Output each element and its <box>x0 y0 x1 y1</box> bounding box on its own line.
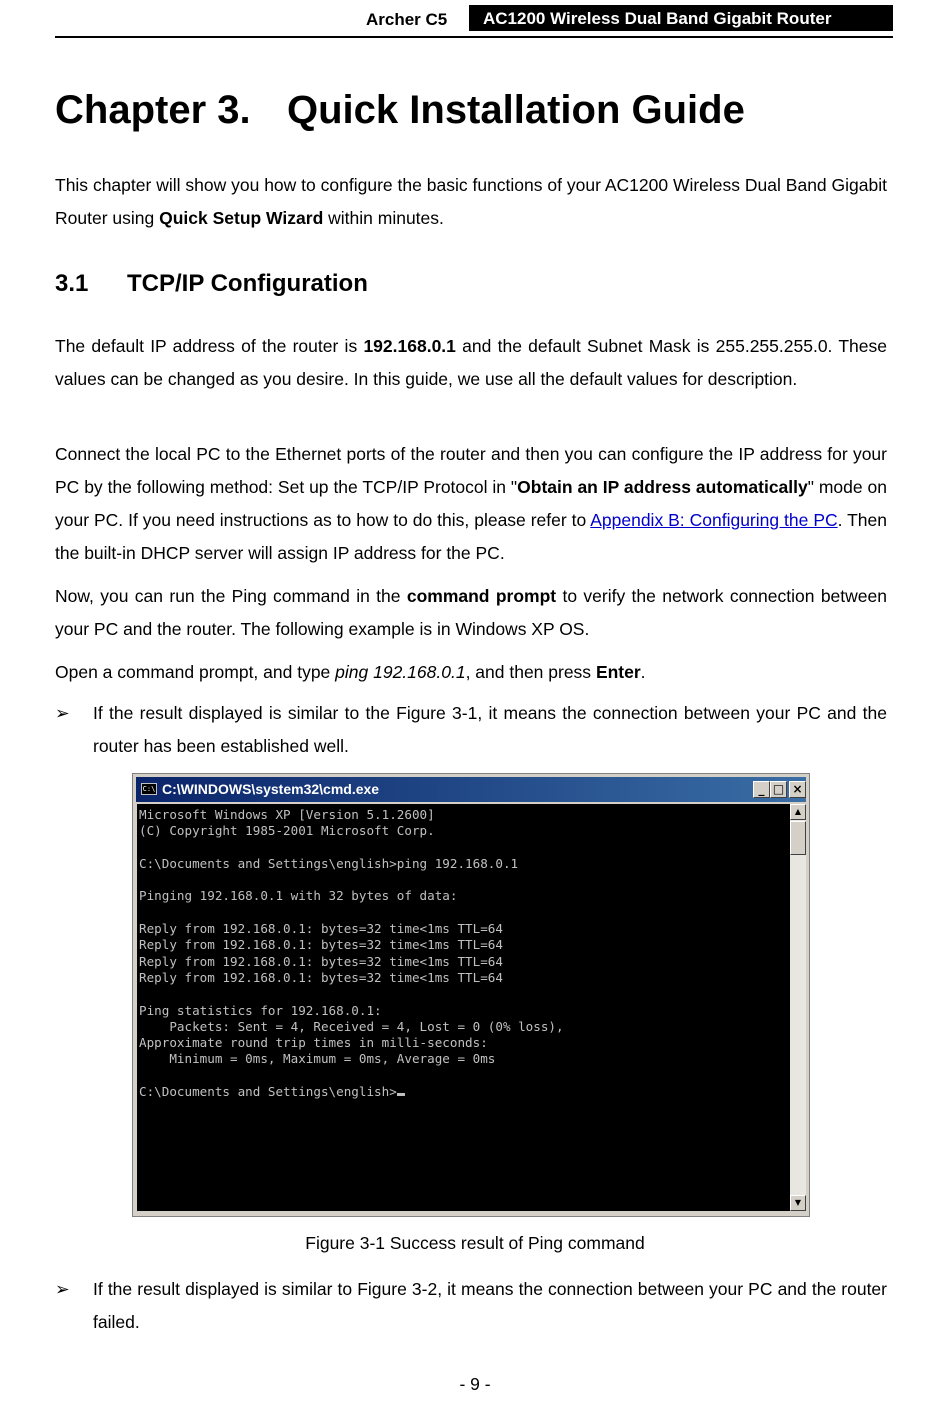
header-product: AC1200 Wireless Dual Band Gigabit Router <box>469 5 893 31</box>
section-number: 3.1 <box>55 270 89 297</box>
connect-pc-paragraph <box>55 438 887 570</box>
intro-bold: Quick Setup Wizard <box>159 208 324 228</box>
intro-text-end: within minutes. <box>323 208 444 228</box>
p3-bold: command prompt <box>406 586 557 606</box>
p2-text-mid: " mode on your PC. If you need instructions as to how to do this, please refer to <box>55 477 887 530</box>
scroll-up-arrow-icon[interactable]: ▲ <box>790 804 806 820</box>
bullet-success <box>55 697 887 763</box>
cmd-output-line: Pinging 192.168.0.1 with 32 bytes of data: <box>139 888 458 904</box>
cmd-window <box>132 773 810 1217</box>
p2-text-end: . Then the built-in DHCP server will assign IP address for the PC. <box>55 510 887 563</box>
cmd-output-line: Minimum = 0ms, Maximum = 0ms, Average = 0ms <box>139 1051 496 1067</box>
cmd-output-line: Ping statistics for 192.168.0.1: <box>139 1002 382 1018</box>
cmd-output-line <box>139 872 791 888</box>
p4-bold: Enter <box>595 662 641 682</box>
arrow-bullet-icon: ➢ <box>55 1279 70 1299</box>
p3-text: Now, you can run the Ping command in the <box>55 586 407 606</box>
bullet-failure-text: If the result displayed is similar to Figure 3-2, it means the connection between your PC and the router failed. <box>93 1279 887 1332</box>
cmd-icon: C:\ <box>142 785 156 793</box>
p2-text: Connect the local PC to the Ethernet ports of the router and then you can configure the IP address for your PC by the following method: Set up the TCP/IP Protocol in " <box>55 444 887 497</box>
p4-text-end: . <box>640 662 646 682</box>
maximize-button[interactable]: □ <box>770 781 787 798</box>
cmd-output-line: Reply from 192.168.0.1: bytes=32 time<1ms TTL=64 <box>139 921 503 937</box>
p1-ip: 192.168.0.1 <box>363 336 456 356</box>
cmd-output-line <box>139 986 791 1002</box>
bullet-success-text: If the result displayed is similar to the Figure 3-1, it means the connection between your PC and the router has been established well. <box>93 703 887 756</box>
p3-text-end: to verify the network connection between your PC and the router. The following example is in Windows XP OS. <box>55 586 887 639</box>
ping-intro-paragraph <box>55 580 887 646</box>
bullet-failure <box>55 1273 887 1339</box>
cmd-output[interactable] <box>137 804 791 1211</box>
scroll-down-arrow-icon[interactable]: ▼ <box>790 1195 806 1211</box>
cmd-output-line: Packets: Sent = 4, Received = 4, Lost = 0 (0% loss), <box>139 1018 564 1034</box>
arrow-bullet-icon: ➢ <box>55 703 70 723</box>
page-number: - 9 - <box>459 1374 491 1394</box>
appendix-b-link[interactable]: Appendix B: Configuring the PC <box>590 510 838 530</box>
p4-italic: ping 192.168.0.1 <box>335 662 466 682</box>
p4-text: Open a command prompt, and type <box>55 662 336 682</box>
close-button[interactable]: × <box>789 781 806 798</box>
scroll-thumb[interactable] <box>790 821 806 855</box>
p4-text-mid: , and then press <box>465 662 596 682</box>
cmd-output-line: Reply from 192.168.0.1: bytes=32 time<1ms TTL=64 <box>139 969 503 985</box>
section-title <box>55 270 368 298</box>
p1-text-end: and the default Subnet Mask is 255.255.255.0. These values can be changed as you desire. In this guide, we use all the default values for description. <box>55 336 887 389</box>
p1-text: The default IP address of the router is <box>55 336 364 356</box>
chapter-number: Chapter 3. <box>55 88 251 132</box>
cmd-output-line: (C) Copyright 1985-2001 Microsoft Corp. <box>139 823 435 839</box>
intro-text: This chapter will show you how to configure the basic functions of your AC1200 Wireless Dual Band Gigabit Router using <box>55 175 887 228</box>
cmd-output-line: C:\Documents and Settings\english> <box>139 1084 791 1100</box>
cmd-output-line <box>139 1068 791 1084</box>
p2-bold: Obtain an IP address automatically <box>517 477 808 497</box>
cmd-output-line <box>139 840 791 856</box>
cmd-output-line: C:\Documents and Settings\english>ping 192.168.0.1 <box>139 855 519 871</box>
cmd-title: C:\WINDOWS\system32\cmd.exe <box>162 781 380 797</box>
cmd-output-line <box>139 905 791 921</box>
cmd-output-line: Reply from 192.168.0.1: bytes=32 time<1ms TTL=64 <box>139 953 503 969</box>
chapter-name: Quick Installation Guide <box>287 88 745 132</box>
page-header <box>0 5 950 33</box>
header-model: Archer C5 <box>366 10 448 29</box>
intro-paragraph <box>55 169 887 235</box>
chapter-title <box>55 88 745 133</box>
figure-caption: Figure 3-1 Success result of Ping command <box>305 1233 645 1253</box>
cmd-output-line: Approximate round trip times in milli-seconds: <box>139 1035 488 1051</box>
open-prompt-paragraph <box>55 656 887 689</box>
cmd-output-line: Reply from 192.168.0.1: bytes=32 time<1ms TTL=64 <box>139 937 503 953</box>
cmd-titlebar <box>136 777 806 802</box>
text-cursor <box>397 1093 405 1096</box>
vertical-scrollbar[interactable] <box>790 804 806 1211</box>
default-ip-paragraph <box>55 330 887 396</box>
cmd-output-line: Microsoft Windows XP [Version 5.1.2600] <box>139 807 435 822</box>
minimize-button[interactable]: _ <box>753 781 770 798</box>
section-name: TCP/IP Configuration <box>127 270 368 297</box>
